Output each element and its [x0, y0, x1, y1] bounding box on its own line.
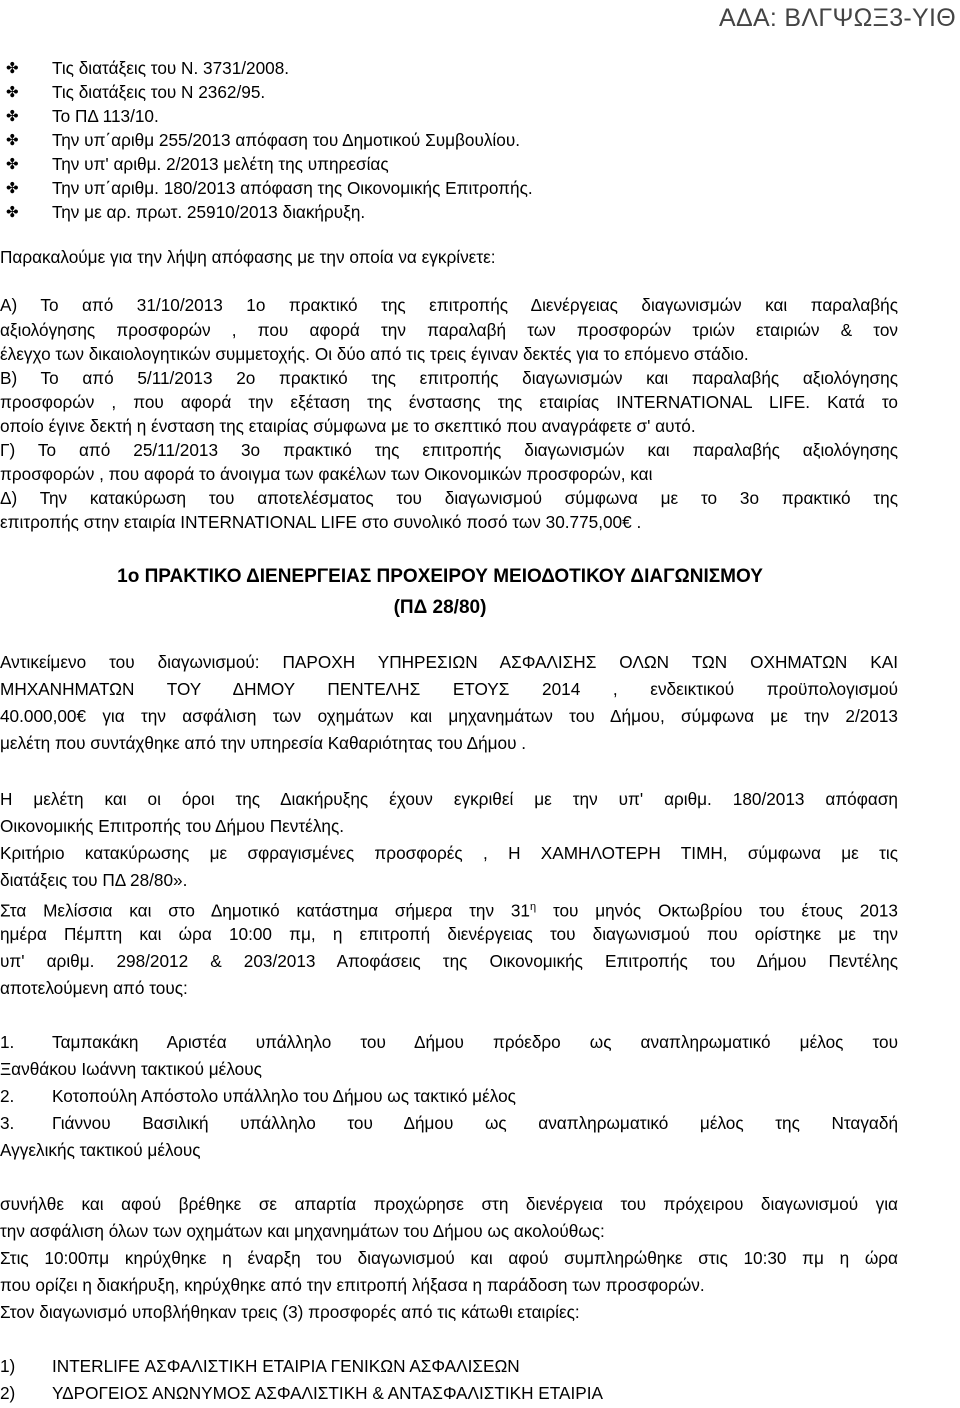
member-item: 2. Κοτοπούλη Απόστολο υπάλληλο του Δήμου ως τακτικό μέλος	[0, 1086, 516, 1106]
meeting-line: ημέρα Πέμπτη και ώρα 10:00 πμ, η επιτροπή διενέργειας του διαγωνισμού που ορίστηκε με την	[0, 924, 898, 944]
clover-bullet-icon: ✤	[6, 60, 19, 77]
criterion-line: διατάξεις του ΠΔ 28/80».	[0, 870, 188, 890]
item-b-line: προσφορών , που αφορά την εξέταση της ένστασης της εταιρίας INTERNATIONAL LIFE. Κατά το	[0, 392, 898, 412]
offer-item: 2) ΥΔΡΟΓΕΙΟΣ ΑΝΩΝΥΜΟΣ ΑΣΦΑΛΙΣΤΙΚΗ & ΑΝΤΑΣΦΑΛΙΣΤΙΚΗ ΕΤΑΙΡΙΑ	[0, 1383, 603, 1403]
request-paragraph: Παρακαλούμε για την λήψη απόφασης με την οποία να εγκρίνετε:	[0, 247, 496, 267]
item-a-line: έλεγχο των δικαιολογητικών συμμετοχής. Οι δύο από τις τρεις έγιναν δεκτές για το επόμενο στάδιο.	[0, 344, 749, 364]
clover-bullet-icon: ✤	[6, 156, 19, 173]
item-d-line: επιτροπής στην εταιρία INTERNATIONAL LIFE στο συνολικό ποσό των 30.775,00€ .	[0, 512, 642, 532]
start-line: που ορίζει η διακήρυξη, κηρύχθηκε από την επιτροπή λήξασα η παράδοση των προσφορών.	[0, 1275, 705, 1295]
member-item-cont: Αγγελικής τακτικού μέλους	[0, 1140, 201, 1160]
object-line: ΜΗΧΑΝΗΜΑΤΩΝ ΤΟΥ ΔΗΜΟΥ ΠΕΝΤΕΛΗΣ ΕΤΟΥΣ 2014 , ενδεικτικού προϋπολογισμού	[0, 679, 898, 699]
minutes-subtitle: (ΠΔ 28/80)	[393, 597, 487, 618]
terms-line: Η μελέτη και οι όροι της Διακήρυξης έχουν εγκριθεί με την υπ' αριθμ. 180/2013 απόφαση	[0, 789, 898, 809]
meeting-line: υπ' αριθμ. 298/2012 & 203/2013 Αποφάσεις της Οικονομικής Επιτροπής του Δήμου Πεντέλης	[0, 951, 898, 971]
offers-intro: Στον διαγωνισμό υποβλήθηκαν τρεις (3) προσφορές από τις κάτωθι εταιρίες:	[0, 1302, 580, 1322]
proceed-line: συνήλθε και αφού βρέθηκε σε απαρτία προχώρησε στη διενέργεια του πρόχειρου διαγωνισμού για	[0, 1194, 898, 1214]
object-line: Αντικείμενο του διαγωνισμού: ΠΑΡΟΧΗ ΥΠΗΡΕΣΙΩΝ ΑΣΦΑΛΙΣΗΣ ΟΛΩΝ ΤΩΝ ΟΧΗΜΑΤΩΝ ΚΑΙ	[0, 652, 898, 672]
item-b-line: Β) Το από 5/11/2013 2ο πρακτικό της επιτροπής διαγωνισμών και παραλαβής αξιολόγησης	[0, 368, 898, 388]
reference-item: ✤ Την με αρ. πρωτ. 25910/2013 διακήρυξη.	[6, 200, 806, 226]
member-item: 1. Ταμπακάκη Αριστέα υπάλληλο του Δήμου πρόεδρο ως αναπληρωματικό μέλος του	[0, 1032, 898, 1052]
clover-bullet-icon: ✤	[6, 84, 19, 101]
item-c-line: Γ) Το από 25/11/2013 3ο πρακτικό της επιτροπής διαγωνισμών και παραλαβής αξιολόγησης	[0, 440, 898, 460]
clover-bullet-icon: ✤	[6, 132, 19, 149]
item-a-line: αξιολόγησης προσφορών , που αφορά την παραλαβή των προσφορών τριών εταιριών & τον	[0, 320, 898, 340]
clover-bullet-icon: ✤	[6, 180, 19, 197]
item-b-line: οποίο έγινε δεκτή η ένσταση της εταιρίας σύμφωνα με το σκεπτικό που αναγράφετε σ' αυτό.	[0, 416, 696, 436]
item-d-line: Δ) Την κατακύρωση του αποτελέσματος του διαγωνισμού σύμφωνα με το 3ο πρακτικό της	[0, 488, 898, 508]
proceed-line: την ασφάλιση όλων των οχημάτων και μηχανημάτων του Δήμου ως ακολούθως:	[0, 1221, 605, 1241]
start-line: Στις 10:00πμ κηρύχθηκε η έναρξη του διαγωνισμού και αφού συμπληρώθηκε στις 10:30 πμ η ώρα	[0, 1248, 898, 1268]
reference-item: ✤ Το ΠΔ 113/10.	[6, 104, 806, 130]
minutes-title: 1ο ΠΡΑΚΤΙΚΟ ΔΙΕΝΕΡΓΕΙΑΣ ΠΡΟΧΕΙΡΟΥ ΜΕΙΟΔΟΤΙΚΟΥ ΔΙΑΓΩΝΙΣΜΟΥ	[117, 566, 763, 587]
clover-bullet-icon: ✤	[6, 108, 19, 125]
clover-bullet-icon: ✤	[6, 204, 19, 221]
member-item: 3. Γιάννου Βασιλική υπάλληλο του Δήμου ως αναπληρωματικό μέλος της Νταγαδή	[0, 1113, 898, 1133]
meeting-line: Στα Μελίσσια και στο Δημοτικό κατάστημα σήμερα την $31^\eta$ του μηνός Οκτωβρίου του έτους 2013	[0, 900, 898, 921]
ada-code: ΑΔΑ: ΒΛΓΨΩΞ3-ΥΙΘ	[718, 4, 956, 32]
reference-item: ✤ Την υπ΄αριθμ 255/2013 απόφαση του Δημοτικού Συμβουλίου.	[6, 128, 806, 154]
meeting-line: αποτελούμενη από τους:	[0, 978, 188, 998]
object-line: μελέτη που συντάχθηκε από την υπηρεσία Καθαριότητας του Δήμου .	[0, 733, 527, 753]
criterion-line: Κριτήριο κατακύρωσης με σφραγισμένες προσφορές , Η ΧΑΜΗΛΟΤΕΡΗ ΤΙΜΗ, σύμφωνα με τις	[0, 843, 898, 863]
item-a-line: Α) Το από 31/10/2013 1ο πρακτικό της επιτροπής Διενέργειας διαγωνισμών και παραλαβής	[0, 295, 898, 315]
item-c-line: προσφορών , που αφορά το άνοιγμα των φακέλων των Οικονομικών προσφορών, και	[0, 464, 653, 484]
reference-item: ✤ Τις διατάξεις του Ν. 3731/2008.	[6, 56, 806, 82]
member-item-cont: Ξανθάκου Ιωάννη τακτικού μέλους	[0, 1059, 262, 1079]
terms-line: Οικονομικής Επιτροπής του Δήμου Πεντέλης.	[0, 816, 345, 836]
offer-item: 1) INTERLIFE ΑΣΦΑΛΙΣΤΙΚΗ ΕΤΑΙΡΙΑ ΓΕΝΙΚΩΝ ΑΣΦΑΛΙΣΕΩΝ	[0, 1356, 520, 1376]
object-line: 40.000,00€ για την ασφάλιση των οχημάτων και μηχανημάτων του Δήμου, σύμφωνα με την 2/2013	[0, 706, 898, 726]
reference-item: ✤ Την υπ΄αριθμ. 180/2013 απόφαση της Οικονομικής Επιτροπής.	[6, 176, 806, 202]
reference-item: ✤ Την υπ' αριθμ. 2/2013 μελέτη της υπηρεσίας	[6, 152, 806, 178]
reference-item: ✤ Τις διατάξεις του Ν 2362/95.	[6, 80, 806, 106]
